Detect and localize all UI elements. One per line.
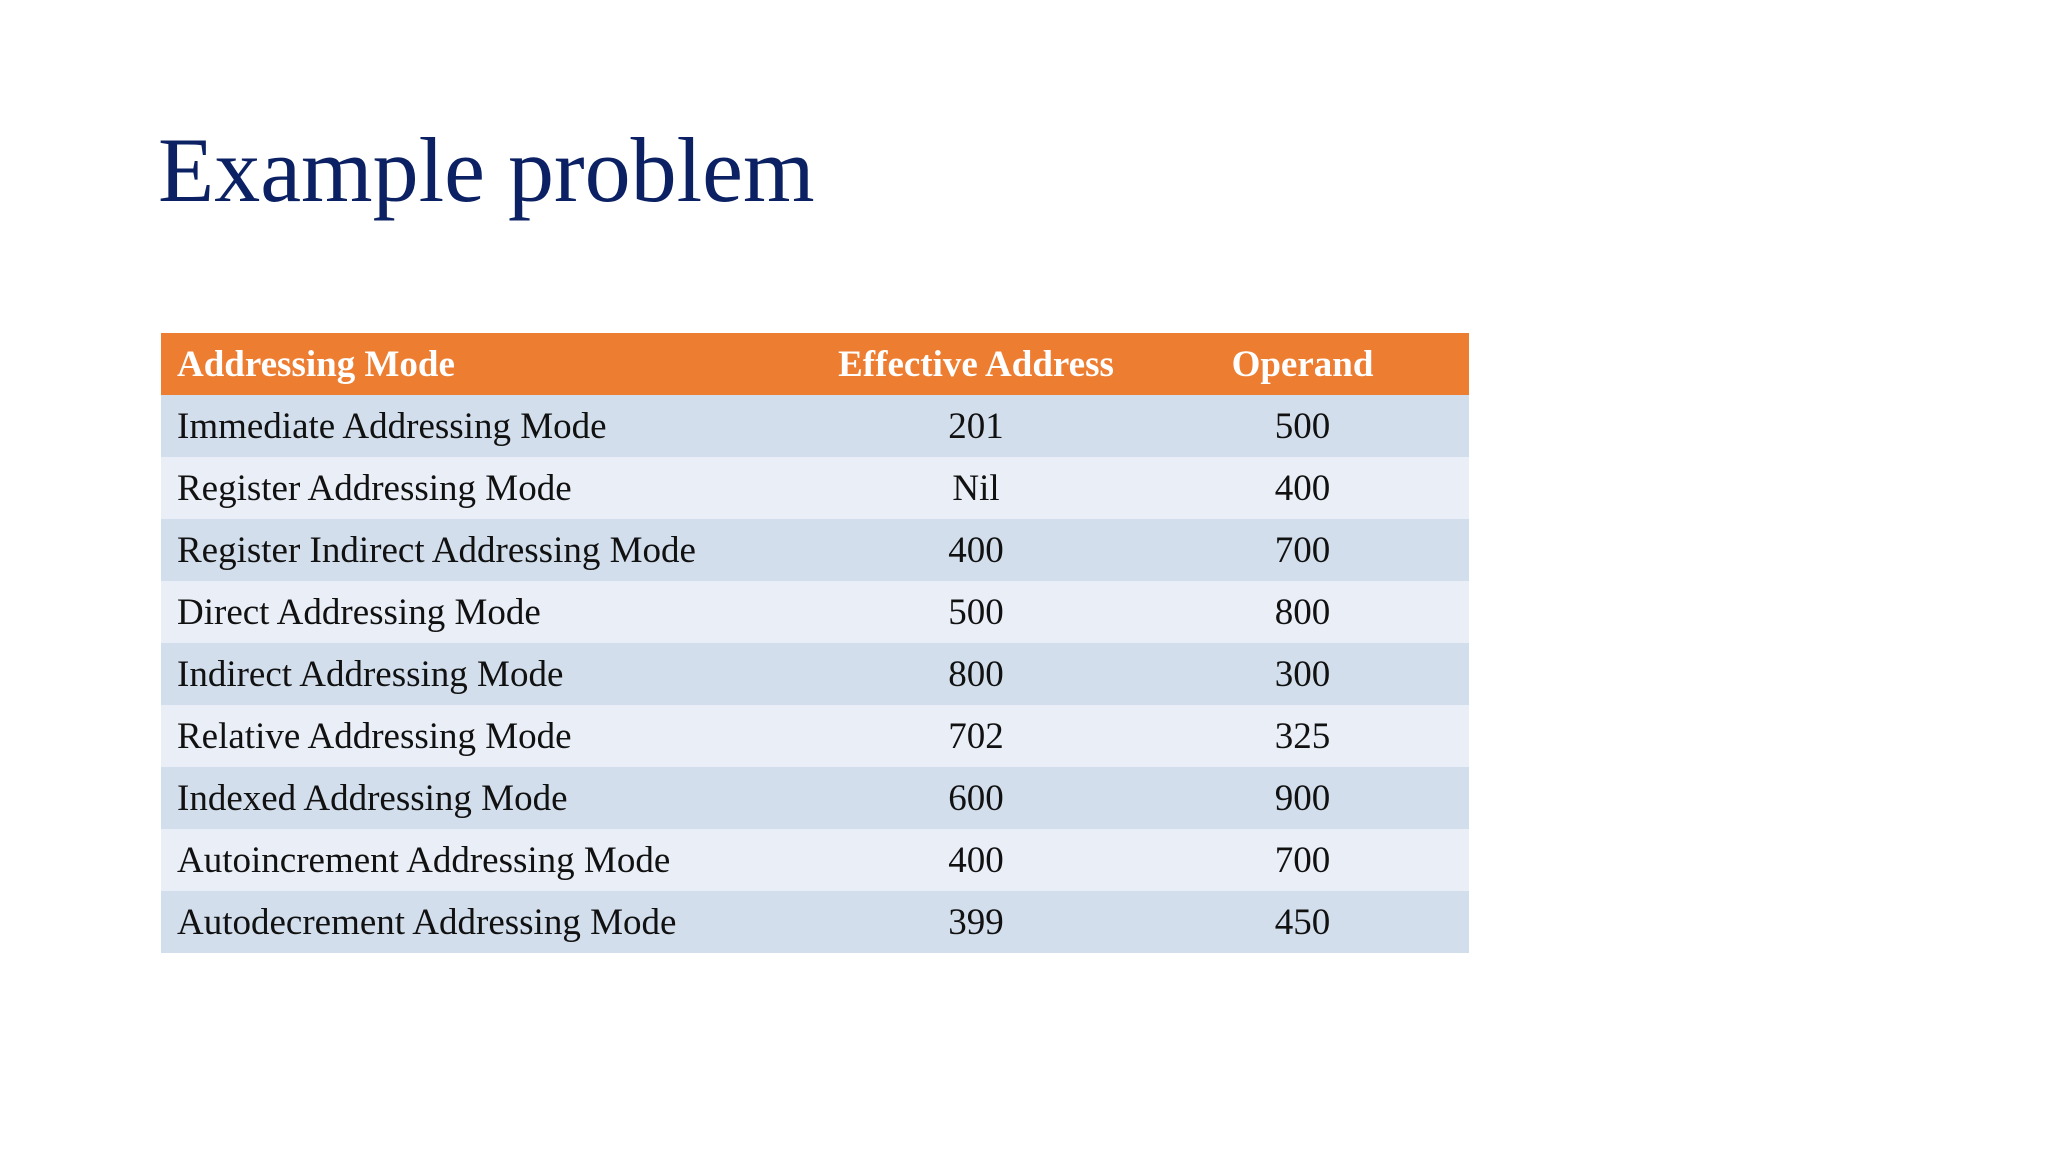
table-row bbox=[161, 891, 1469, 953]
cell-effective-address: 400 bbox=[948, 839, 1004, 881]
cell-effective-address: 399 bbox=[948, 901, 1004, 943]
cell-effective-address: 400 bbox=[948, 529, 1004, 571]
cell-operand: 450 bbox=[1274, 901, 1331, 943]
cell-mode: Indirect Addressing Mode bbox=[177, 653, 564, 695]
cell-mode: Autoincrement Addressing Mode bbox=[177, 839, 671, 881]
table-row bbox=[161, 767, 1469, 829]
table-row bbox=[161, 705, 1469, 767]
slide-title: Example problem bbox=[158, 119, 815, 221]
cell-operand: 500 bbox=[1274, 405, 1331, 447]
table-row bbox=[161, 457, 1469, 519]
table-row bbox=[161, 519, 1469, 581]
cell-mode: Indexed Addressing Mode bbox=[177, 777, 568, 819]
cell-operand: 325 bbox=[1274, 715, 1331, 757]
cell-operand: 900 bbox=[1274, 777, 1331, 819]
cell-operand: 400 bbox=[1274, 467, 1331, 509]
cell-operand: 700 bbox=[1274, 839, 1331, 881]
cell-mode: Immediate Addressing Mode bbox=[177, 405, 607, 447]
table-row bbox=[161, 829, 1469, 891]
cell-mode: Autodecrement Addressing Mode bbox=[177, 901, 677, 943]
cell-effective-address: 800 bbox=[948, 653, 1004, 695]
addressing-mode-table bbox=[161, 333, 1469, 953]
cell-effective-address: Nil bbox=[952, 467, 1000, 509]
cell-effective-address: 201 bbox=[948, 405, 1004, 447]
cell-mode: Register Indirect Addressing Mode bbox=[177, 529, 696, 571]
cell-mode: Direct Addressing Mode bbox=[177, 591, 541, 633]
table-header-row bbox=[161, 333, 1469, 395]
table-row bbox=[161, 395, 1469, 457]
cell-operand: 800 bbox=[1274, 591, 1331, 633]
cell-effective-address: 702 bbox=[948, 715, 1004, 757]
cell-effective-address: 600 bbox=[948, 777, 1004, 819]
cell-operand: 300 bbox=[1274, 653, 1331, 695]
header-addressing-mode: Addressing Mode bbox=[177, 343, 455, 385]
cell-mode: Relative Addressing Mode bbox=[177, 715, 572, 757]
cell-mode: Register Addressing Mode bbox=[177, 467, 572, 509]
cell-operand: 700 bbox=[1274, 529, 1331, 571]
table-row bbox=[161, 643, 1469, 705]
cell-effective-address: 500 bbox=[948, 591, 1004, 633]
header-effective-address: Effective Address bbox=[838, 343, 1114, 385]
table-row bbox=[161, 581, 1469, 643]
header-operand: Operand bbox=[1231, 343, 1374, 385]
